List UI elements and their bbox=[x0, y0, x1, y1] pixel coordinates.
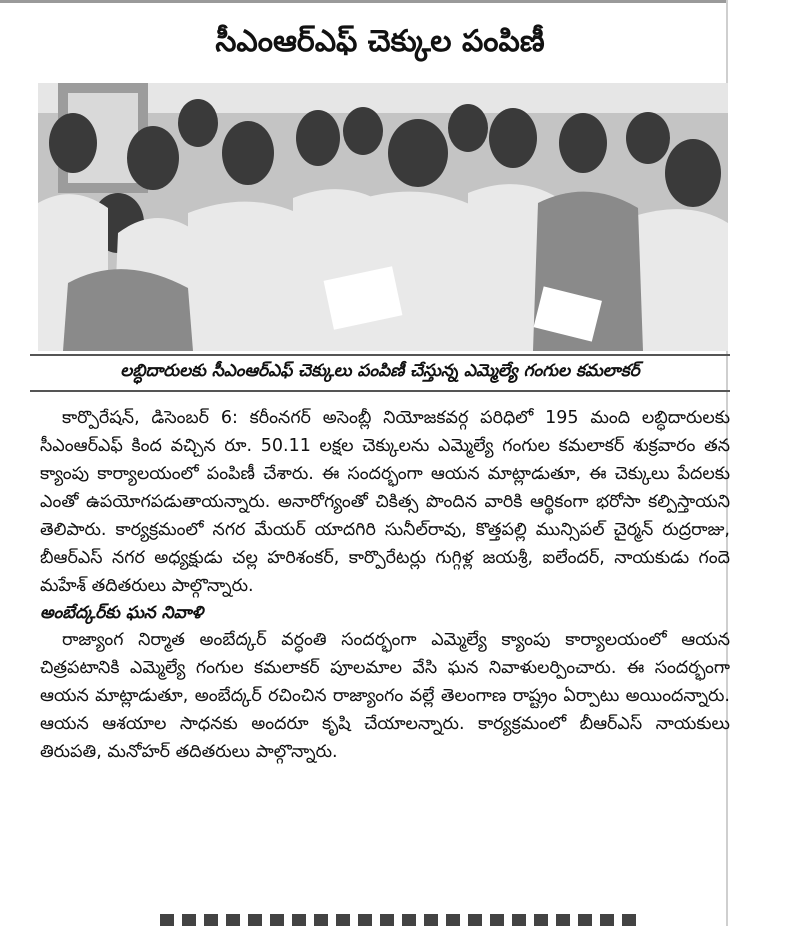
article-headline: సీఎంఆర్‌ఎఫ్ చెక్కుల పంపిణీ bbox=[215, 24, 545, 59]
next-article-cutoff bbox=[160, 914, 640, 926]
photo-caption: లబ్ధిదారులకు సీఎంఆర్‌ఎఫ్ చెక్కులు పంపిణీ చేస్తున్న ఎమ్మెల్యే గంగుల కమలాకర్ bbox=[30, 354, 730, 392]
article-paragraph-1: కార్పొరేషన్, డిసెంబర్ 6: కరీంనగర్ అసెంబ్లీ నియోజకవర్గ పరిధిలో 195 మంది లబ్ధిదారులకు సీఎంఆర్‌ఎఫ్ కింద వచ్చిన రూ. 50.11 లక్షల చెక్కులను ఎమ్మెల్యే గంగుల కమలాకర్ శుక్రవారం తన క్యాంపు కార్యాలయంలో పంపిణీ చేశారు. ఈ సందర్భంగా ఆయన మాట్లాడుతూ, ఈ చెక్కులు పేదలకు ఎంతో ఉపయోగపడుతాయన్నారు. అనారోగ్యంతో చికిత్స పొందిన వారికి ఆర్థికంగా భరోసా కల్పిస్తాయని తెలిపారు. కార్యక్రమంలో నగర మేయర్ యాదగిరి సునీల్‌రావు, కొత్తపల్లి మున్సిపల్ చైర్మన్ రుద్రరాజు, బీఆర్‌ఎస్ నగర అధ్యక్షుడు చల్ల హరిశంకర్, కార్పొరేటర్లు గుగ్గిళ్ల జయశ్రీ, ఐలేందర్, నాయకుడు గందె మహేశ్ తదితరులు పాల్గొన్నారు. bbox=[40, 408, 730, 596]
news-photo bbox=[38, 83, 728, 351]
article-paragraph-2: రాజ్యాంగ నిర్మాత అంబేద్కర్ వర్ధంతి సందర్భంగా ఎమ్మెల్యే క్యాంపు కార్యాలయంలో ఆయన చిత్రపటానికి ఎమ్మెల్యే గంగుల కమలాకర్ పూలమాల వేసి ఘన నివాళులర్పించారు. ఈ సందర్భంగా ఆయన మాట్లాడుతూ, అంబేద్కర్ రచించిన రాజ్యాంగం వల్లే తెలంగాణ రాష్ట్రం ఏర్పాటు అయిందన్నారు. ఆయన ఆశయాల సాధనకు అందరూ కృషి చేయాలన్నారు. కార్యక్రమంలో బీఆర్‌ఎస్ నాయకులు తిరుపతి, మనోహర్ తదితరులు పాల్గొన్నారు. bbox=[40, 630, 730, 762]
news-photo-illustration bbox=[38, 83, 728, 351]
top-border-rule bbox=[0, 0, 726, 3]
article-subheading: అంబేద్కర్‌కు ఘన నివాళి bbox=[40, 603, 204, 623]
article-body bbox=[40, 404, 730, 766]
